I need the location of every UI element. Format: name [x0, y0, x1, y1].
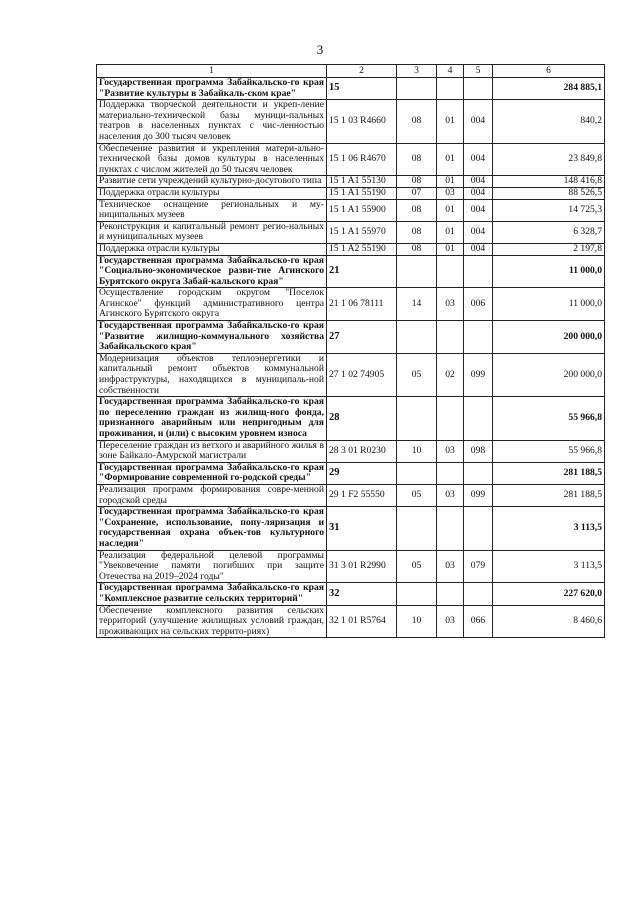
row-amount-cell: 284 885,1: [493, 78, 605, 100]
row-expense-type-cell: [464, 583, 493, 605]
row-subsection-cell: 03: [437, 288, 464, 321]
row-code-cell: 15 1 A2 55190: [327, 243, 397, 255]
row-section-cell: 08: [397, 100, 437, 143]
row-section-cell: 14: [397, 288, 437, 321]
table-row: [97, 440, 605, 462]
row-subsection-cell: 03: [437, 550, 464, 583]
row-expense-type-cell: [464, 321, 493, 354]
program-row: [97, 583, 605, 605]
row-name-cell: Государственная программа Забайкальско-го края "Сохранение, использование, попу-ляризация и государственная охрана объек-тов культурного наследия": [97, 507, 327, 550]
table-row: [97, 143, 605, 176]
row-code-cell: 28: [327, 397, 397, 440]
row-subsection-cell: 03: [437, 484, 464, 506]
row-name-cell: Модернизация объектов теплоэнергетики и капитальный ремонт объектов коммунальной инфраструктуры, находящихся в муниципаль-ной собственности: [97, 353, 327, 396]
row-expense-type-cell: 004: [464, 243, 493, 255]
row-name-cell: Государственная программа Забайкальско-го края "Развитие культуры в Забайкаль-ском крае": [97, 78, 327, 100]
page-number: 3: [316, 42, 324, 57]
table-row: [97, 199, 605, 221]
row-section-cell: 08: [397, 199, 437, 221]
row-section-cell: 10: [397, 605, 437, 638]
row-expense-type-cell: [464, 78, 493, 100]
row-subsection-cell: [437, 507, 464, 550]
table-row: [97, 243, 605, 255]
table-row: [97, 176, 605, 188]
row-name-cell: Реконструкция и капитальный ремонт регио-нальных и муниципальных музеев: [97, 221, 327, 243]
row-code-cell: 31 3 01 R2990: [327, 550, 397, 583]
row-amount-cell: 148 416,8: [493, 176, 605, 188]
row-expense-type-cell: [464, 462, 493, 484]
row-code-cell: 29: [327, 462, 397, 484]
row-expense-type-cell: 004: [464, 187, 493, 199]
row-code-cell: 15: [327, 78, 397, 100]
row-amount-cell: 11 000,0: [493, 255, 605, 288]
row-expense-type-cell: 006: [464, 288, 493, 321]
row-section-cell: 08: [397, 221, 437, 243]
table-row: [97, 187, 605, 199]
row-section-cell: 05: [397, 484, 437, 506]
program-row: [97, 255, 605, 288]
row-code-cell: 15 1 A1 55130: [327, 176, 397, 188]
row-code-cell: 27: [327, 321, 397, 354]
row-amount-cell: 227 620,0: [493, 583, 605, 605]
row-subsection-cell: 01: [437, 221, 464, 243]
row-amount-cell: 200 000,0: [493, 321, 605, 354]
row-name-cell: Реализация федеральной целевой программы "Увековечение памяти погибших при защите Отечества на 2019–2024 годы": [97, 550, 327, 583]
program-row: [97, 78, 605, 100]
row-expense-type-cell: 099: [464, 353, 493, 396]
row-expense-type-cell: [464, 397, 493, 440]
row-subsection-cell: 03: [437, 440, 464, 462]
row-amount-cell: 2 197,8: [493, 243, 605, 255]
row-name-cell: Поддержка отрасли культуры: [97, 187, 327, 199]
row-name-cell: Развитие сети учреждений культурно-досугового типа: [97, 176, 327, 188]
row-section-cell: 05: [397, 353, 437, 396]
table-row: [97, 550, 605, 583]
row-amount-cell: 281 188,5: [493, 484, 605, 506]
row-section-cell: 08: [397, 176, 437, 188]
row-code-cell: 31: [327, 507, 397, 550]
row-amount-cell: 6 328,7: [493, 221, 605, 243]
row-subsection-cell: [437, 78, 464, 100]
column-header: 6: [493, 65, 605, 78]
row-code-cell: 29 1 F2 55550: [327, 484, 397, 506]
row-name-cell: Обеспечение комплексного развития сельских территорий (улучшение жилищных условий граждан, проживающих на сельских террито-риях): [97, 605, 327, 638]
row-section-cell: [397, 321, 437, 354]
row-expense-type-cell: 098: [464, 440, 493, 462]
row-section-cell: [397, 507, 437, 550]
row-amount-cell: 88 526,5: [493, 187, 605, 199]
table-row: [97, 484, 605, 506]
row-name-cell: Государственная программа Забайкальско-го края по переселению граждан из жилищ-ного фонда, признанного аварийным или непригодным для проживания, и (или) с высоким уровнем износа: [97, 397, 327, 440]
row-amount-cell: 55 966,8: [493, 397, 605, 440]
row-amount-cell: 8 460,6: [493, 605, 605, 638]
program-row: [97, 397, 605, 440]
row-amount-cell: 11 000,0: [493, 288, 605, 321]
row-subsection-cell: [437, 255, 464, 288]
row-expense-type-cell: 099: [464, 484, 493, 506]
table-row: [97, 288, 605, 321]
row-section-cell: 07: [397, 187, 437, 199]
row-amount-cell: 281 188,5: [493, 462, 605, 484]
row-subsection-cell: [437, 397, 464, 440]
row-expense-type-cell: 004: [464, 176, 493, 188]
row-expense-type-cell: 004: [464, 100, 493, 143]
table-row: [97, 100, 605, 143]
row-section-cell: 08: [397, 143, 437, 176]
row-subsection-cell: [437, 583, 464, 605]
row-name-cell: Реализация программ формирования совре-менной городской среды: [97, 484, 327, 506]
row-amount-cell: 200 000,0: [493, 353, 605, 396]
budget-allocation-table: [96, 64, 605, 638]
row-subsection-cell: [437, 462, 464, 484]
row-section-cell: 10: [397, 440, 437, 462]
program-row: [97, 462, 605, 484]
row-subsection-cell: 01: [437, 199, 464, 221]
row-amount-cell: 3 113,5: [493, 507, 605, 550]
row-code-cell: 32 1 01 R5764: [327, 605, 397, 638]
row-amount-cell: 55 966,8: [493, 440, 605, 462]
row-name-cell: Осуществление городским округом "Поселок Агинское" функций административного центра Агинского Бурятского округа: [97, 288, 327, 321]
row-section-cell: [397, 583, 437, 605]
row-subsection-cell: 03: [437, 605, 464, 638]
row-subsection-cell: [437, 321, 464, 354]
row-expense-type-cell: 079: [464, 550, 493, 583]
table-body: [97, 78, 605, 638]
row-subsection-cell: 01: [437, 243, 464, 255]
row-subsection-cell: 01: [437, 176, 464, 188]
row-subsection-cell: 01: [437, 143, 464, 176]
table-row: [97, 605, 605, 638]
table-row: [97, 221, 605, 243]
row-amount-cell: 3 113,5: [493, 550, 605, 583]
row-code-cell: 32: [327, 583, 397, 605]
row-expense-type-cell: 066: [464, 605, 493, 638]
row-section-cell: [397, 78, 437, 100]
row-expense-type-cell: [464, 255, 493, 288]
row-amount-cell: 14 725,3: [493, 199, 605, 221]
row-subsection-cell: 02: [437, 353, 464, 396]
row-code-cell: 21 1 06 78111: [327, 288, 397, 321]
row-code-cell: 21: [327, 255, 397, 288]
row-code-cell: 15 1 A1 55900: [327, 199, 397, 221]
row-code-cell: 15 1 03 R4660: [327, 100, 397, 143]
row-code-cell: 28 3 01 R0230: [327, 440, 397, 462]
table-row: [97, 353, 605, 396]
row-code-cell: 15 1 A1 55970: [327, 221, 397, 243]
row-section-cell: [397, 462, 437, 484]
row-name-cell: Переселение граждан из ветхого и аварийного жилья в зоне Байкало-Амурской магистрали: [97, 440, 327, 462]
row-subsection-cell: 01: [437, 100, 464, 143]
row-name-cell: Государственная программа Забайкальско-го края "Комплексное развитие сельских территорий": [97, 583, 327, 605]
program-row: [97, 321, 605, 354]
row-name-cell: Техническое оснащение региональных и му-ниципальных музеев: [97, 199, 327, 221]
column-header: 4: [437, 65, 464, 78]
column-header: 3: [397, 65, 437, 78]
row-section-cell: [397, 397, 437, 440]
row-expense-type-cell: 004: [464, 199, 493, 221]
row-name-cell: Поддержка отрасли культуры: [97, 243, 327, 255]
row-subsection-cell: 03: [437, 187, 464, 199]
row-name-cell: Обеспечение развития и укрепления матери-ально-технической базы домов культуры в населенных пунктах с числом жителей до 50 тысяч человек: [97, 143, 327, 176]
row-name-cell: Поддержка творческой деятельности и укреп-ление материально-технической базы муници-пальных театров в населенных пунктах с чис-ленностью населения до 300 тысяч человек: [97, 100, 327, 143]
row-code-cell: 15 1 A1 55190: [327, 187, 397, 199]
column-number-row: [97, 65, 605, 78]
column-header: 1: [97, 65, 327, 78]
row-expense-type-cell: 004: [464, 221, 493, 243]
row-name-cell: Государственная программа Забайкальско-го края "Развитие жилищно-коммунального хозяйства Забайкальского края": [97, 321, 327, 354]
program-row: [97, 507, 605, 550]
column-header: 5: [464, 65, 493, 78]
row-code-cell: 15 1 06 R4670: [327, 143, 397, 176]
row-expense-type-cell: [464, 507, 493, 550]
row-name-cell: Государственная программа Забайкальско-го края "Социально-экономическое разви-тие Агинского Бурятского округа Забай-кальского края": [97, 255, 327, 288]
row-amount-cell: 23 849,8: [493, 143, 605, 176]
row-code-cell: 27 1 02 74905: [327, 353, 397, 396]
column-header: 2: [327, 65, 397, 78]
row-section-cell: [397, 255, 437, 288]
row-section-cell: 05: [397, 550, 437, 583]
row-expense-type-cell: 004: [464, 143, 493, 176]
row-name-cell: Государственная программа Забайкальско-го края "Формирование современной го-родской среды": [97, 462, 327, 484]
row-section-cell: 08: [397, 243, 437, 255]
row-amount-cell: 840,2: [493, 100, 605, 143]
